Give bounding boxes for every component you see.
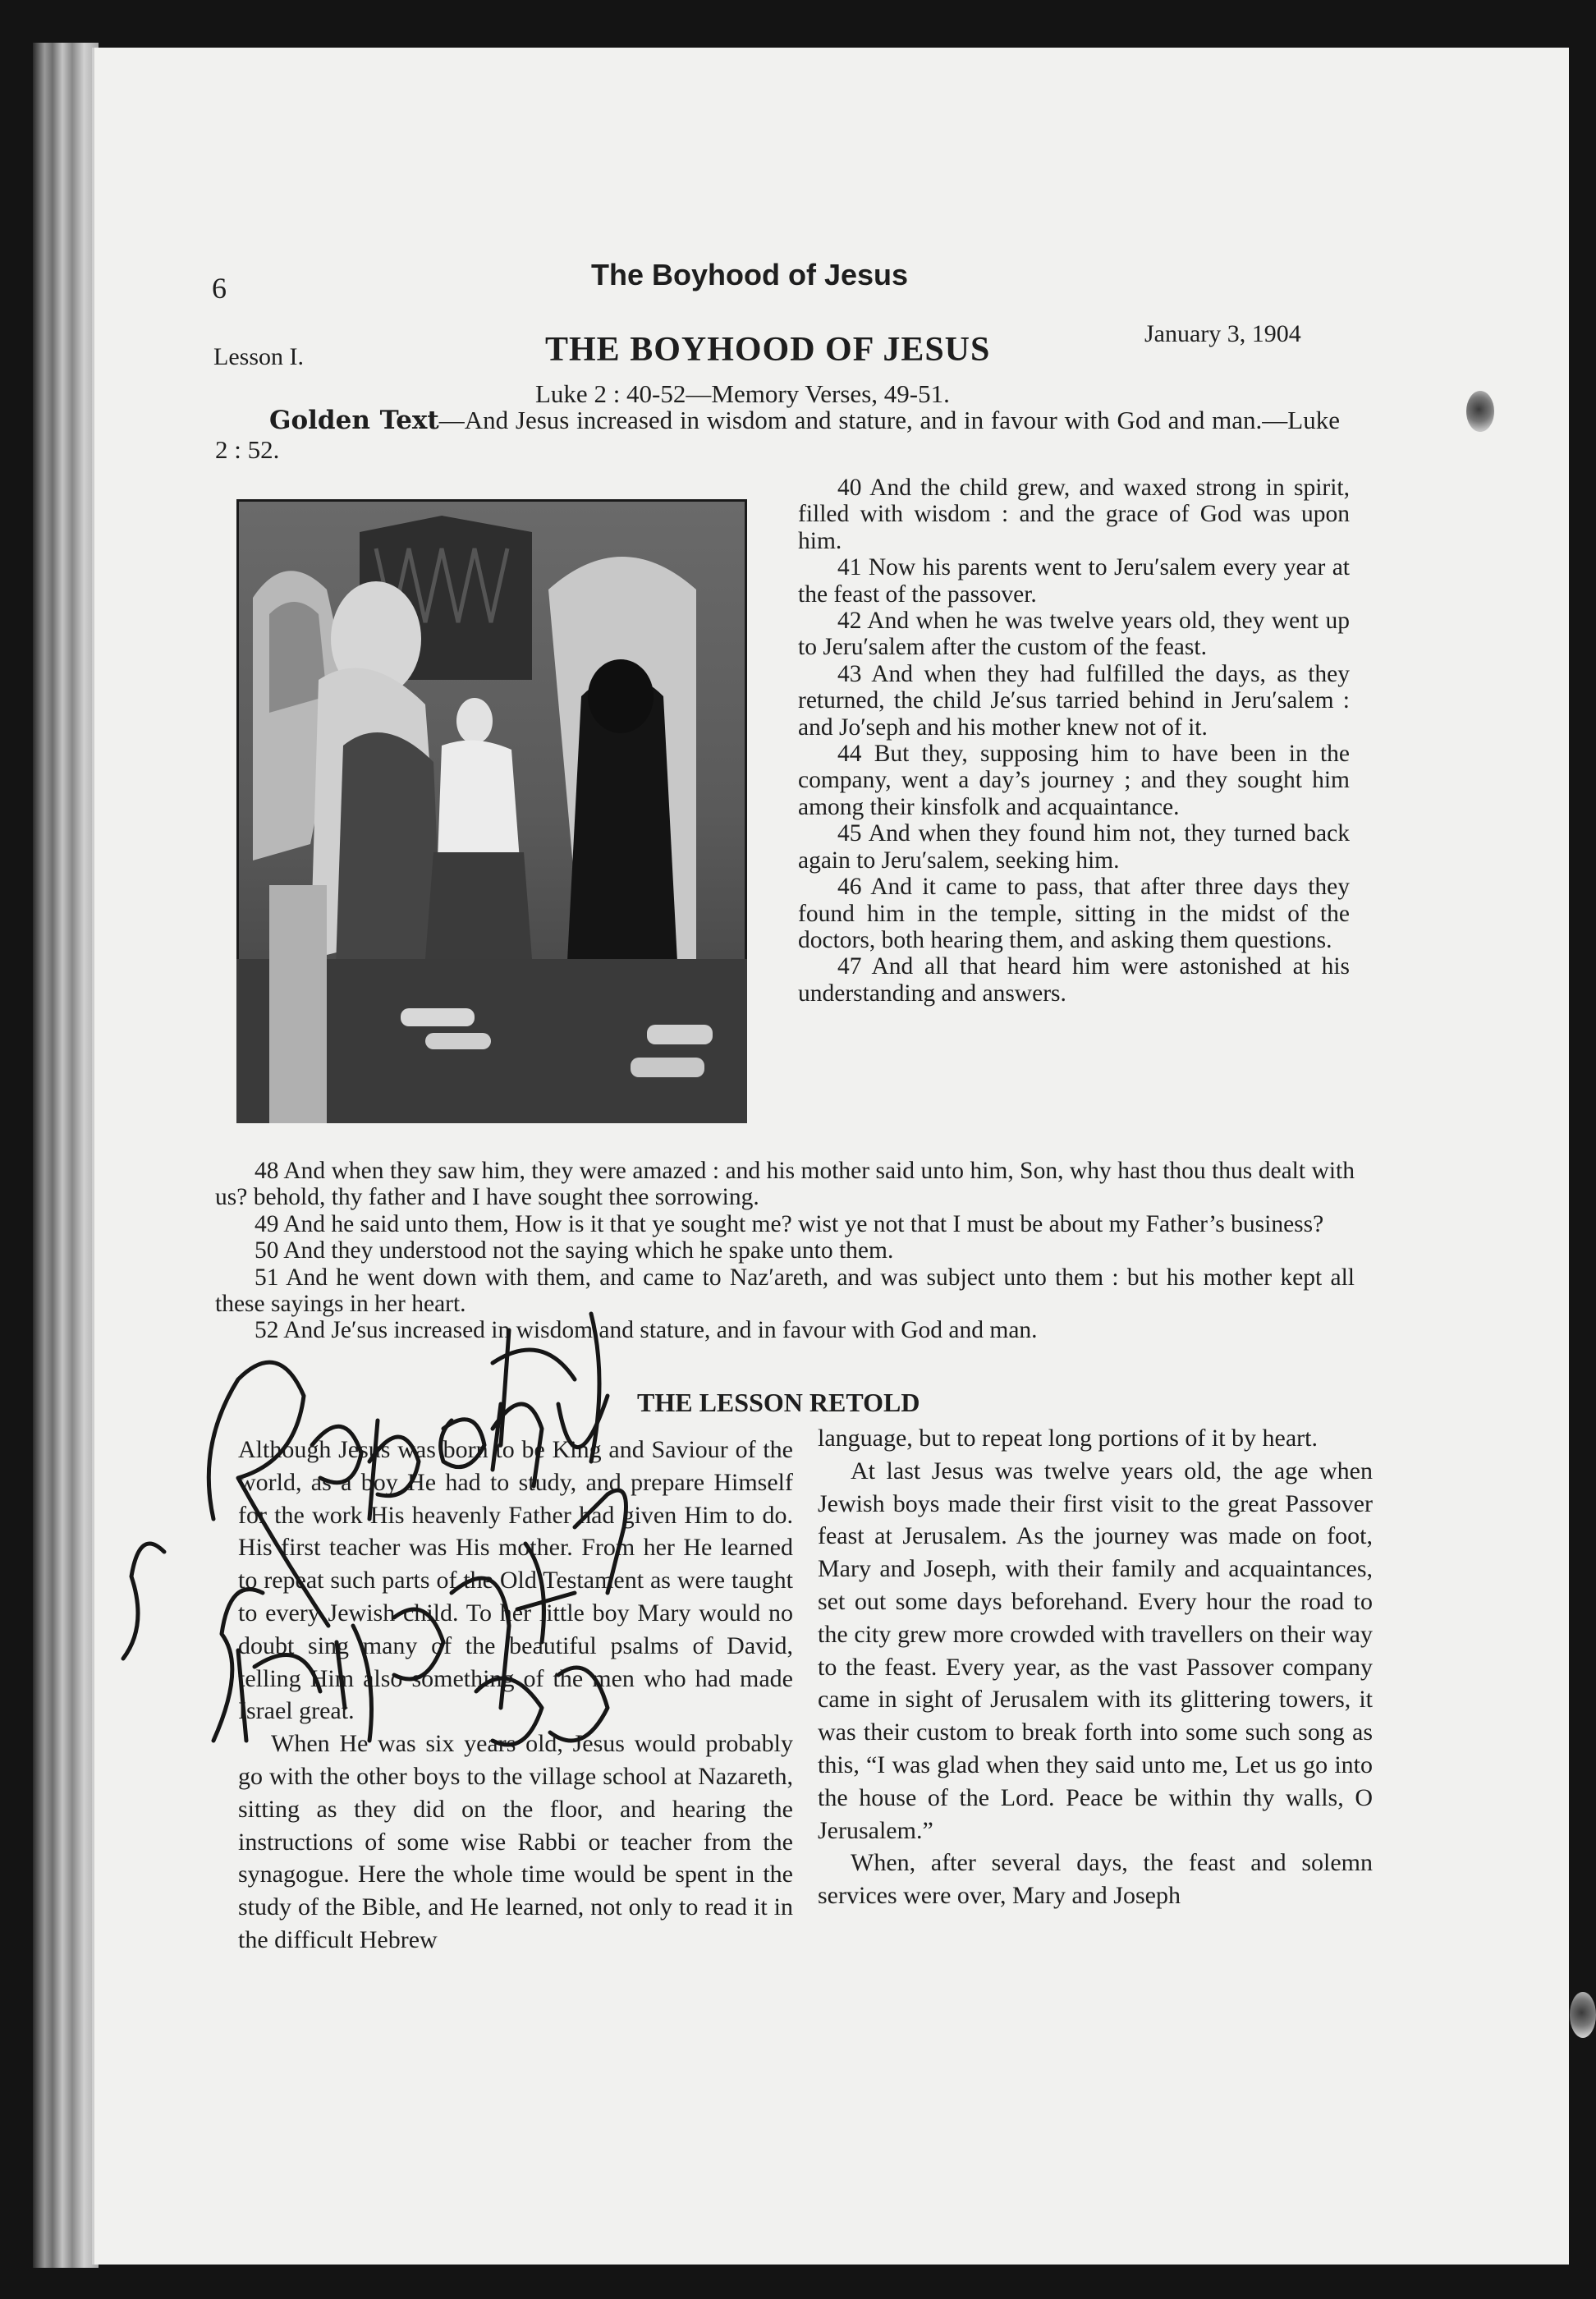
retold-paragraph: When, after several days, the feast and solemn services were over, Mary and Joseph [818,1849,1373,1910]
golden-text-body: —And Jesus increased in wisdom and stature, and in favour with God and man.—Luke 2 : 52. [215,406,1340,464]
retold-right-column [818,1422,1373,1912]
retold-paragraph: At last Jesus was twelve years old, the age when Jewish boys made their first visit to the great Passover feast at Jerusalem. As the journey was made on foot, Mary and Joseph, with their family and acquaintances, set out some days beforehand. Every hour the road to the city grew more crowded with travellers on their way to the feast. Every year, as the vast Passover company came in sight of Jerusalem with its glittering towers, it was their custom to break forth into some such song as this, “I was glad when they said unto me, Let us go into the house of the Lord. Peace be within thy walls, O Jerusalem.” [818,1457,1373,1844]
lesson-date: January 3, 1904 [1144,320,1301,347]
lesson-label: Lesson I. [213,343,304,370]
golden-text [215,406,1340,465]
verse-42: 42 And when he was twelve years old, they went up to Jeru′salem after the custom of the feast. [798,608,1350,661]
binder-hole-bottom [1570,1992,1596,2038]
lesson-title: THE BOYHOOD OF JESUS [545,331,991,369]
retold-paragraph: Although Jesus was born to be King and Saviour of the world, as a boy He had to study, and prepare Himself for the work His heavenly Father had given Him to do. His first teacher was His mother. From her He learned to repeat such parts of the Old Testament as were taught to every Jewish child. To her little boy Mary would no doubt sing many of the beautiful psalms of David, telling Him also something of the men who had made Israel great. [238,1436,793,1725]
book-page-edges [33,43,99,2268]
verse-49: 49 And he said unto them, How is it that ye sought me? wist ye not that I must be about my Father’s business? [255,1210,1324,1237]
verse-48: 48 And when they saw him, they were amazed : and his mother said unto him, Son, why hast thou thus dealt with us? behold, thy father and I have sought thee sorrowing. [215,1158,1355,1211]
verse-51: 51 And he went down with them, and came to Naz′areth, and was subject unto them : but his mother kept all these sayings in her heart. [215,1264,1355,1318]
running-title: The Boyhood of Jesus [591,258,909,291]
verse-40: 40 And the child grew, and waxed strong in spirit, filled with wisdom : and the grace of God was upon him. [798,475,1350,554]
verse-44: 44 But they, supposing him to have been in the company, went a day’s journey ; and they sought him among their kinsfolk and acquaintance. [798,741,1350,820]
verse-43: 43 And when they had fulfilled the days, as they returned, the child Je′sus tarried behind in Jeru′salem : and Jo′seph and his mother knew not of it. [798,660,1350,741]
handwritten-annotation [115,1281,788,1872]
scripture-verses-40-47 [798,475,1350,1007]
retold-paragraph: language, but to repeat long portions of it by heart. [818,1425,1319,1452]
retold-paragraph: When He was six years old, Jesus would probably go with the other boys to the village school at Nazareth, sitting as they did on the floor, and hearing the instructions of some wise Rabbi or teacher from the synagogue. Here the whole time would be spent in the study of the Bible, and He learned, not only to read it in the difficult Hebrew [238,1730,793,1953]
illustration-jesus-in-temple [236,499,747,1123]
verse-50: 50 And they understood not the saying which he spake unto them. [255,1237,894,1264]
binder-hole-top [1466,391,1494,432]
verse-52: 52 And Je′sus increased in wisdom and stature, and in favour with God and man. [255,1317,1038,1344]
page-number: 6 [212,272,227,305]
verse-41: 41 Now his parents went to Jeru′salem every year at the feast of the passover. [798,554,1350,608]
scripture-reference: Luke 2 : 40-52—Memory Verses, 49-51. [535,379,950,408]
section-heading-lesson-retold: THE LESSON RETOLD [637,1388,920,1417]
verse-46: 46 And it came to pass, that after three days they found him in the temple, sitting in the midst of the doctors, both hearing them, and asking them questions. [798,874,1350,953]
verse-47: 47 And all that heard him were astonished at his understanding and answers. [798,953,1350,1007]
verse-45: 45 And when they found him not, they turned back again to Jeru′salem, seeking him. [798,820,1350,874]
golden-text-label: Golden Text [269,406,439,435]
